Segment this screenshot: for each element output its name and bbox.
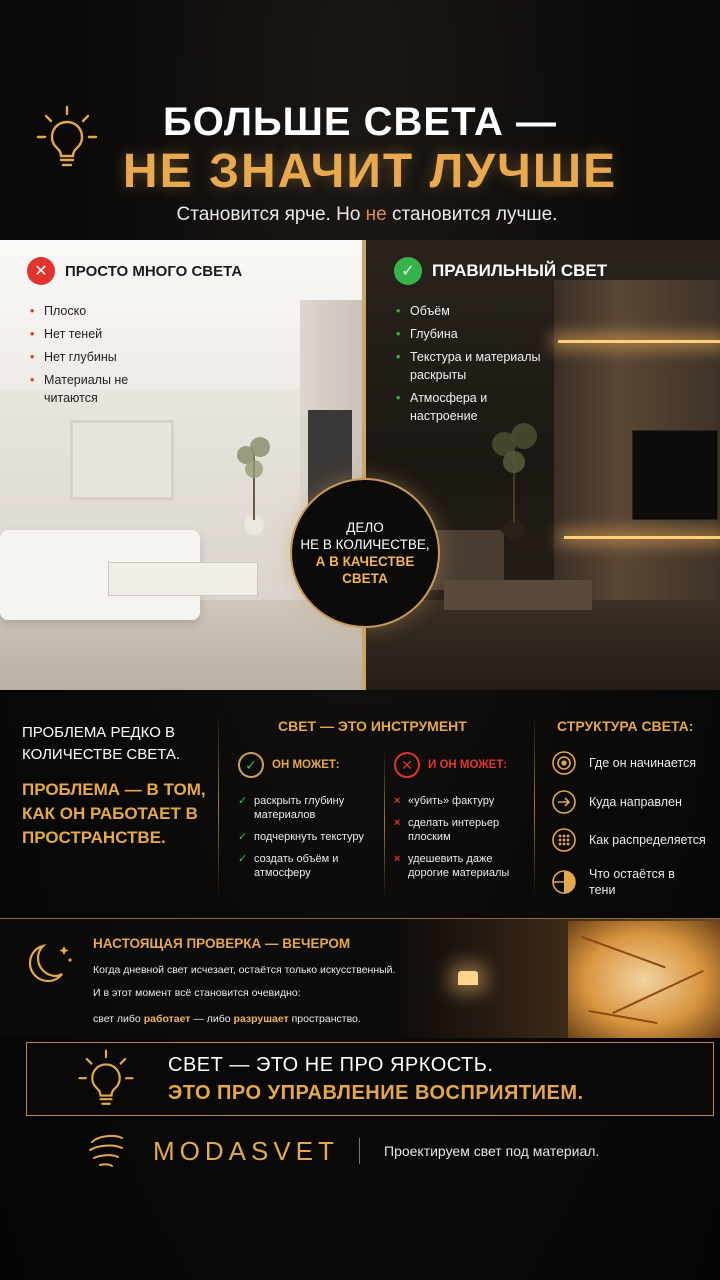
grid-dots-icon [551,827,577,853]
list-item: • Глубина [396,325,566,343]
arrow-right-icon [551,789,577,815]
quality-not-quantity-badge: ДЕЛО НЕ В КОЛИЧЕСТВЕ, А В КАЧЕСТВЕ СВЕТА [290,478,440,628]
list-item: • Плоско [30,302,180,320]
structure-item: Куда направлен [551,789,682,815]
evening-text: Когда дневной свет исчезает, остаётся только искусственный. [93,964,396,976]
target-icon [551,750,577,776]
check-icon: ✓ [394,257,422,285]
subtitle: Становится ярче. Но не становится лучше. [176,204,558,225]
can-header: ✓ ОН МОЖЕТ: [238,752,340,778]
evening-text: И в этот момент всё становится очевидно: [93,987,301,999]
bad-lighting-header [27,257,242,285]
structure-item: Где он начинается [551,750,696,776]
list-item: • Нет теней [30,325,180,343]
title-line-1: БОЛЬШЕ СВЕТА — [162,100,558,144]
banner-line-2: ЭТО ПРО УПРАВЛЕНИЕ ВОСПРИЯТИЕМ. [168,1082,584,1104]
close-icon: ✕ [27,257,55,285]
wall-art [70,420,174,500]
list-item: ✓ подчеркнуть текстуру [238,830,380,844]
structure-item: Как распределяется [551,827,706,853]
divider [359,1138,360,1164]
list-item: × «убить» фактуру [392,794,530,808]
good-lighting-list [396,302,566,430]
banner-line-1: СВЕТ — ЭТО НЕ ПРО ЯРКОСТЬ. [168,1054,494,1076]
lightbulb-icon [76,1048,136,1112]
bad-lighting-list [30,302,180,412]
plant-icon [232,425,276,535]
list-item: • Нет глубины [30,348,180,366]
also-can-header: ✕ И ОН МОЖЕТ: [394,752,507,778]
divider [534,712,535,898]
good-lighting-header [394,257,607,285]
brand-name: MODASVET [153,1136,339,1166]
coffee-table [444,580,592,610]
modasvet-logo-icon [84,1130,130,1170]
list-item: • Атмосфера и настроение [396,389,496,425]
bad-lighting-title: ПРОСТО МНОГО СВЕТА [65,262,243,280]
tv [632,430,718,520]
evening-conclusion: свет либо работает — либо разрушает пространство. [93,1013,361,1025]
lamp [458,971,478,985]
also-can-list [392,794,530,888]
list-item: • Текстура и материалы раскрыты [396,348,546,384]
problem-statement: ПРОБЛЕМА РЕДКО В КОЛИЧЕСТВЕ СВЕТА. [22,724,181,763]
structure-item: Что остаётся в тени [551,866,679,898]
backlit-marble-wall [568,921,720,1038]
divider [384,748,385,898]
list-item: • Объём [396,302,566,320]
structure-title: СТРУКТУРА СВЕТА: [557,718,694,734]
good-lighting-title: ПРАВИЛЬНЫЙ СВЕТ [432,261,608,280]
evening-title: НАСТОЯЩАЯ ПРОВЕРКА — ВЕЧЕРОМ [93,936,351,951]
list-item: ✓ создать объём и атмосферу [238,852,348,880]
title-line-2: НЕ ЗНАЧИТ ЛУЧШЕ [122,145,618,198]
instrument-title: СВЕТ — ЭТО ИНСТРУМЕНТ [278,718,467,734]
can-list [238,794,380,888]
check-icon: ✓ [238,752,264,778]
list-item: • Материалы не читаются [30,371,130,407]
coffee-table [108,562,258,596]
list-item: × сделать интерьер плоским [392,816,512,844]
problem-highlight: ПРОБЛЕМА — В ТОМ, КАК ОН РАБОТАЕТ В ПРОСТРАНСТВЕ. [22,780,206,847]
list-item: × удешевить даже дорогие материалы [392,852,530,880]
list-item: ✓ раскрыть глубину материалов [238,794,380,822]
moon-stars-icon [26,936,78,988]
brand-tagline: Проектируем свет под материал. [384,1143,600,1159]
close-icon: ✕ [394,752,420,778]
half-circle-icon [551,869,577,895]
divider [218,712,219,898]
